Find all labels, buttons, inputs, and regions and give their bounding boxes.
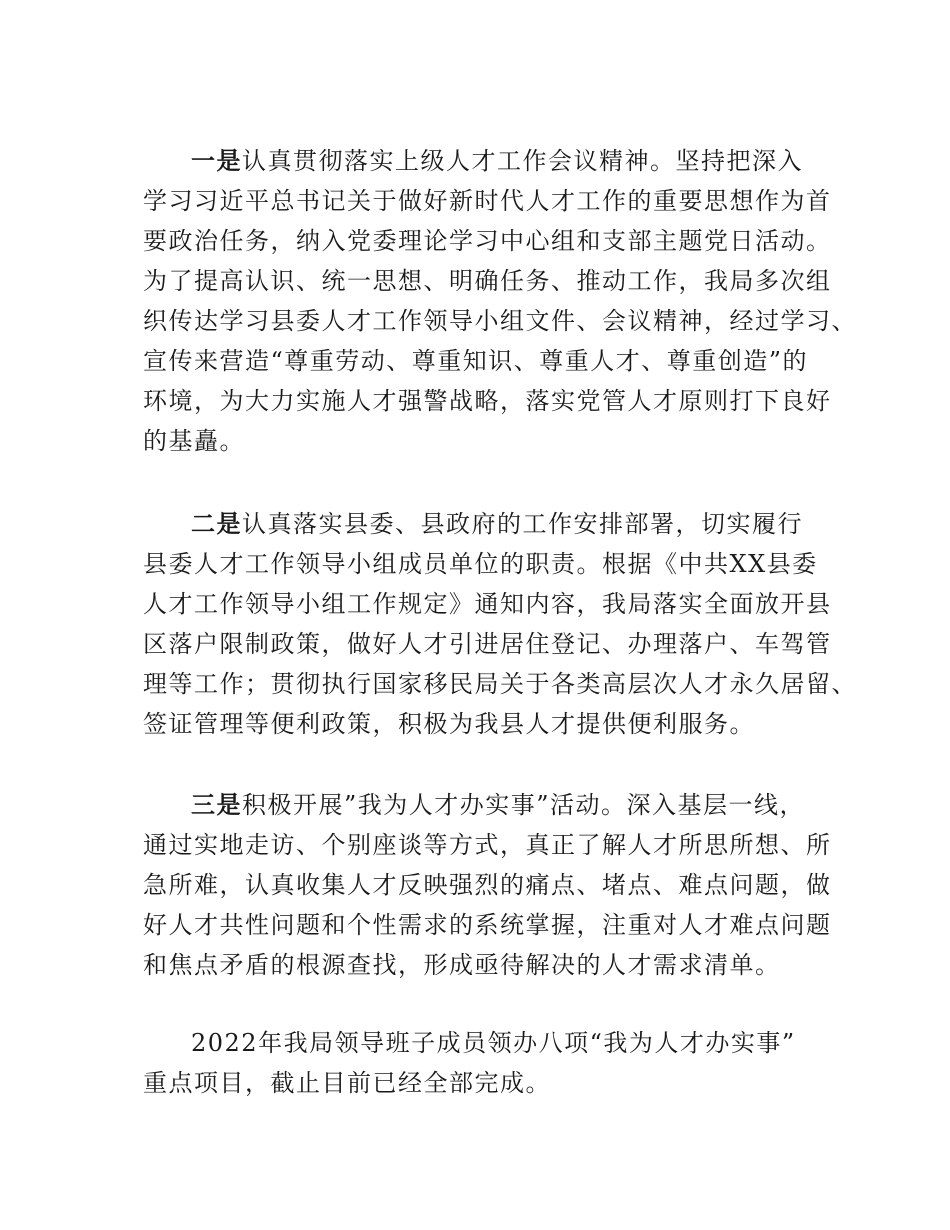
text-line: 重点项目，截止目前已经全部完成。 — [143, 1069, 551, 1097]
text-line: 通过实地走访、个别座谈等方式，真正了解人才所思所想、所 — [143, 831, 832, 859]
paragraph-first-line — [143, 141, 813, 181]
paragraph-3 — [143, 785, 832, 985]
paragraph-lead: 一是 — [191, 146, 242, 175]
paragraph-1 — [143, 141, 857, 461]
paragraph-2 — [143, 504, 857, 744]
text-line: 宣传来营造“尊重劳动、尊重知识、尊重人才、尊重创造”的 — [143, 347, 809, 375]
text-line: 签证管理等便利政策，积极为我县人才提供便利服务。 — [143, 710, 755, 738]
paragraph-lead: 二是 — [191, 509, 242, 538]
text-line: 好人才共性问题和个性需求的系统掌握，注重对人才难点问题 — [143, 911, 832, 939]
paragraph-first-line — [143, 504, 813, 544]
text-line: 环境，为大力实施人才强警战略，落实党管人才原则打下良好 — [143, 387, 832, 415]
text-line: 为了提高认识、统一思想、明确任务、推动工作，我局多次组 — [143, 267, 832, 295]
paragraph-first-line — [143, 785, 813, 825]
text-line: 2022年我局领导班子成员领办八项“我为人才办实事” — [191, 1029, 796, 1057]
text-line: 积极开展”我为人才办实事”活动。深入基层一线， — [242, 791, 806, 819]
text-line: 和焦点矛盾的根源查找，形成亟待解决的人才需求清单。 — [143, 951, 781, 979]
paragraph-4 — [143, 1023, 813, 1103]
text-line: 人才工作领导小组工作规定》通知内容，我局落实全面放开县 — [143, 590, 832, 618]
text-line: 区落户限制政策，做好人才引进居住登记、办理落户、车驾管 — [143, 630, 832, 658]
paragraph-first-line — [143, 1023, 813, 1063]
text-line: 学习习近平总书记关于做好新时代人才工作的重要思想作为首 — [143, 187, 832, 215]
text-line: 织传达学习县委人才工作领导小组文件、会议精神，经过学习、 — [143, 307, 857, 335]
text-line: 认真落实县委、县政府的工作安排部署，切实履行 — [242, 510, 803, 538]
text-line: 要政治任务，纳入党委理论学习中心组和支部主题党日活动。 — [143, 227, 832, 255]
text-line: 的基矗。 — [143, 427, 245, 455]
paragraph-lead: 三是 — [191, 790, 242, 819]
text-line: 急所难，认真收集人才反映强烈的痛点、堵点、难点问题，做 — [143, 871, 832, 899]
text-line: 认真贯彻落实上级人才工作会议精神。坚持把深入 — [242, 147, 803, 175]
text-line: 理等工作；贯彻执行国家移民局关于各类高层次人才永久居留、 — [143, 670, 857, 698]
text-line: 县委人才工作领导小组成员单位的职责。根据《中共XX县委 — [143, 550, 818, 578]
